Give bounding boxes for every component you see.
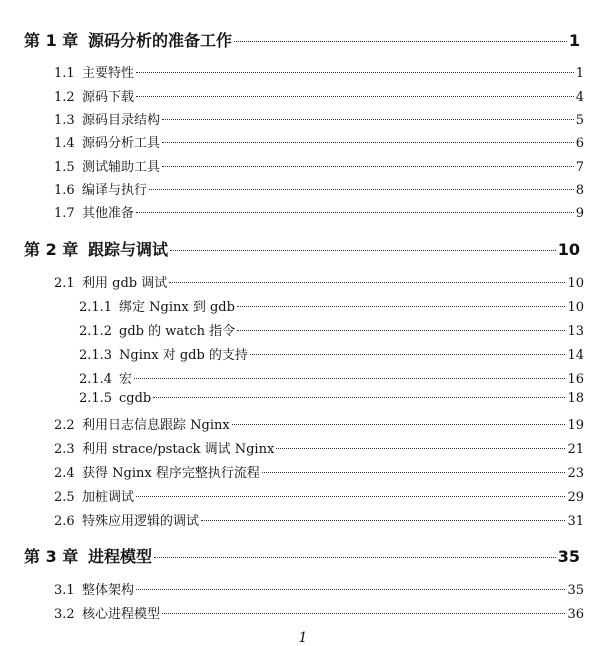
toc-entry-number: 1.2 [54, 90, 75, 105]
toc-entry[interactable] [54, 272, 584, 291]
toc-entry[interactable] [54, 62, 584, 81]
leader-dots [162, 613, 565, 614]
leader-dots [136, 212, 574, 213]
toc-entry-page: 9 [575, 206, 584, 221]
leader-dots [262, 472, 566, 473]
toc-entry[interactable] [24, 544, 580, 567]
toc-entry[interactable] [54, 202, 584, 221]
toc-entry-page: 31 [567, 514, 584, 529]
toc-entry-page: 1 [568, 31, 580, 50]
toc-entry-page: 35 [567, 583, 584, 598]
toc-entry-title: 编译与执行 [82, 183, 148, 198]
leader-dots [237, 330, 565, 331]
toc-entry-number: 1.1 [54, 66, 75, 81]
toc-entry[interactable] [54, 179, 584, 198]
toc-entry-page: 13 [567, 324, 584, 339]
toc-entry-title: 利用 strace/pstack 调试 Nginx [82, 442, 275, 457]
leader-dots [136, 496, 565, 497]
toc-entry[interactable] [79, 391, 584, 406]
toc-entry-number: 1.6 [54, 183, 75, 198]
toc-entry-number: 1.3 [54, 113, 75, 128]
toc-entry-title: 绑定 Nginx 到 gdb [119, 300, 235, 315]
leader-dots [136, 96, 574, 97]
toc-entry-title: Nginx 对 gdb 的支持 [119, 348, 248, 363]
toc-entry-page: 23 [567, 466, 584, 481]
toc-entry-number: 1.4 [54, 136, 75, 151]
toc-entry[interactable] [54, 132, 584, 151]
leader-dots [136, 72, 574, 73]
toc-entry-title: 利用 gdb 调试 [82, 276, 168, 291]
toc-entry-title: 加桩调试 [82, 490, 135, 505]
toc-entry-page: 21 [567, 442, 584, 457]
toc-entry[interactable] [79, 320, 584, 339]
toc-entry[interactable] [54, 603, 584, 622]
toc-entry-title: 整体架构 [82, 583, 135, 598]
page-number: 1 [298, 630, 308, 646]
toc-entry-number: 3.1 [54, 583, 75, 598]
toc-entry[interactable] [54, 579, 584, 598]
leader-dots [154, 557, 556, 558]
toc-entry[interactable] [54, 438, 584, 457]
toc-entry-number: 1.7 [54, 206, 75, 221]
toc-entry-title: 跟踪与调试 [88, 240, 169, 259]
toc-entry-page: 10 [557, 240, 580, 259]
toc-entry-title: 源码下载 [82, 90, 135, 105]
toc-entry-page: 36 [567, 607, 584, 622]
leader-dots [232, 424, 566, 425]
toc-entry-title: gdb 的 watch 指令 [119, 324, 236, 339]
leader-dots [237, 306, 566, 307]
toc-entry-number: 2.3 [54, 442, 75, 457]
toc-entry-page: 19 [567, 418, 584, 433]
toc-entry-number: 2.4 [54, 466, 75, 481]
toc-entry-page: 16 [567, 372, 584, 387]
toc-entry[interactable] [79, 296, 584, 315]
toc-entry-page: 4 [575, 90, 584, 105]
toc-entry-number: 3.2 [54, 607, 75, 622]
toc-entry[interactable] [79, 344, 584, 363]
toc-entry-number: 第 3 章 [24, 547, 79, 566]
toc-entry[interactable] [54, 414, 584, 433]
toc-entry-number: 第 2 章 [24, 240, 79, 259]
toc-entry-title: 特殊应用逻辑的调试 [82, 514, 200, 529]
toc-entry-title: 源码分析的准备工作 [88, 31, 233, 50]
toc-entry-title: cgdb [119, 391, 152, 406]
leader-dots [134, 378, 565, 379]
toc-entry-number: 1.5 [54, 160, 75, 175]
toc-entry-title: 其他准备 [82, 206, 135, 221]
leader-dots [153, 397, 565, 398]
toc-entry-title: 利用日志信息跟踪 Nginx [82, 418, 230, 433]
toc-entry[interactable] [24, 237, 580, 260]
leader-dots [149, 189, 574, 190]
leader-dots [250, 354, 566, 355]
toc-entry[interactable] [54, 109, 584, 128]
leader-dots [162, 142, 574, 143]
toc-entry-page: 1 [575, 66, 584, 81]
toc-entry-title: 测试辅助工具 [82, 160, 161, 175]
toc-entry-number: 2.1.3 [79, 348, 113, 363]
toc-entry-title: 宏 [119, 372, 133, 387]
toc-entry[interactable] [79, 368, 584, 387]
toc-entry-number: 2.2 [54, 418, 75, 433]
toc-entry-page: 8 [575, 183, 584, 198]
toc-entry-page: 10 [567, 300, 584, 315]
toc-entry-title: 核心进程模型 [82, 607, 161, 622]
toc-entry-title: 源码目录结构 [82, 113, 161, 128]
leader-dots [201, 520, 565, 521]
leader-dots [234, 41, 567, 42]
toc-entry-number: 2.1.4 [79, 372, 113, 387]
toc-entry[interactable] [24, 28, 580, 51]
toc-entry-number: 2.1.5 [79, 391, 113, 406]
leader-dots [169, 282, 565, 283]
leader-dots [136, 589, 565, 590]
toc-entry[interactable] [54, 156, 584, 175]
toc-entry-title: 进程模型 [88, 547, 153, 566]
toc-entry-title: 主要特性 [82, 66, 135, 81]
toc-entry-number: 2.6 [54, 514, 75, 529]
leader-dots [170, 250, 556, 251]
toc-entry-number: 2.5 [54, 490, 75, 505]
toc-entry-page: 14 [567, 348, 584, 363]
toc-entry-page: 29 [567, 490, 584, 505]
toc-entry-page: 18 [567, 391, 584, 406]
toc-entry[interactable] [54, 486, 584, 505]
toc-entry[interactable] [54, 510, 584, 529]
toc-entry-number: 2.1 [54, 276, 75, 291]
toc-entry-page: 5 [575, 113, 584, 128]
toc-entry-page: 35 [557, 547, 580, 566]
leader-dots [162, 166, 574, 167]
toc-entry-number: 2.1.1 [79, 300, 113, 315]
toc-entry[interactable] [54, 462, 584, 481]
toc-entry-title: 获得 Nginx 程序完整执行流程 [82, 466, 260, 481]
leader-dots [162, 119, 574, 120]
toc-entry[interactable] [54, 86, 584, 105]
toc-entry-title: 源码分析工具 [82, 136, 161, 151]
leader-dots [276, 448, 565, 449]
toc-entry-page: 7 [575, 160, 584, 175]
toc-entry-page: 10 [567, 276, 584, 291]
toc-entry-number: 第 1 章 [24, 31, 79, 50]
toc-entry-number: 2.1.2 [79, 324, 113, 339]
toc-entry-page: 6 [575, 136, 584, 151]
